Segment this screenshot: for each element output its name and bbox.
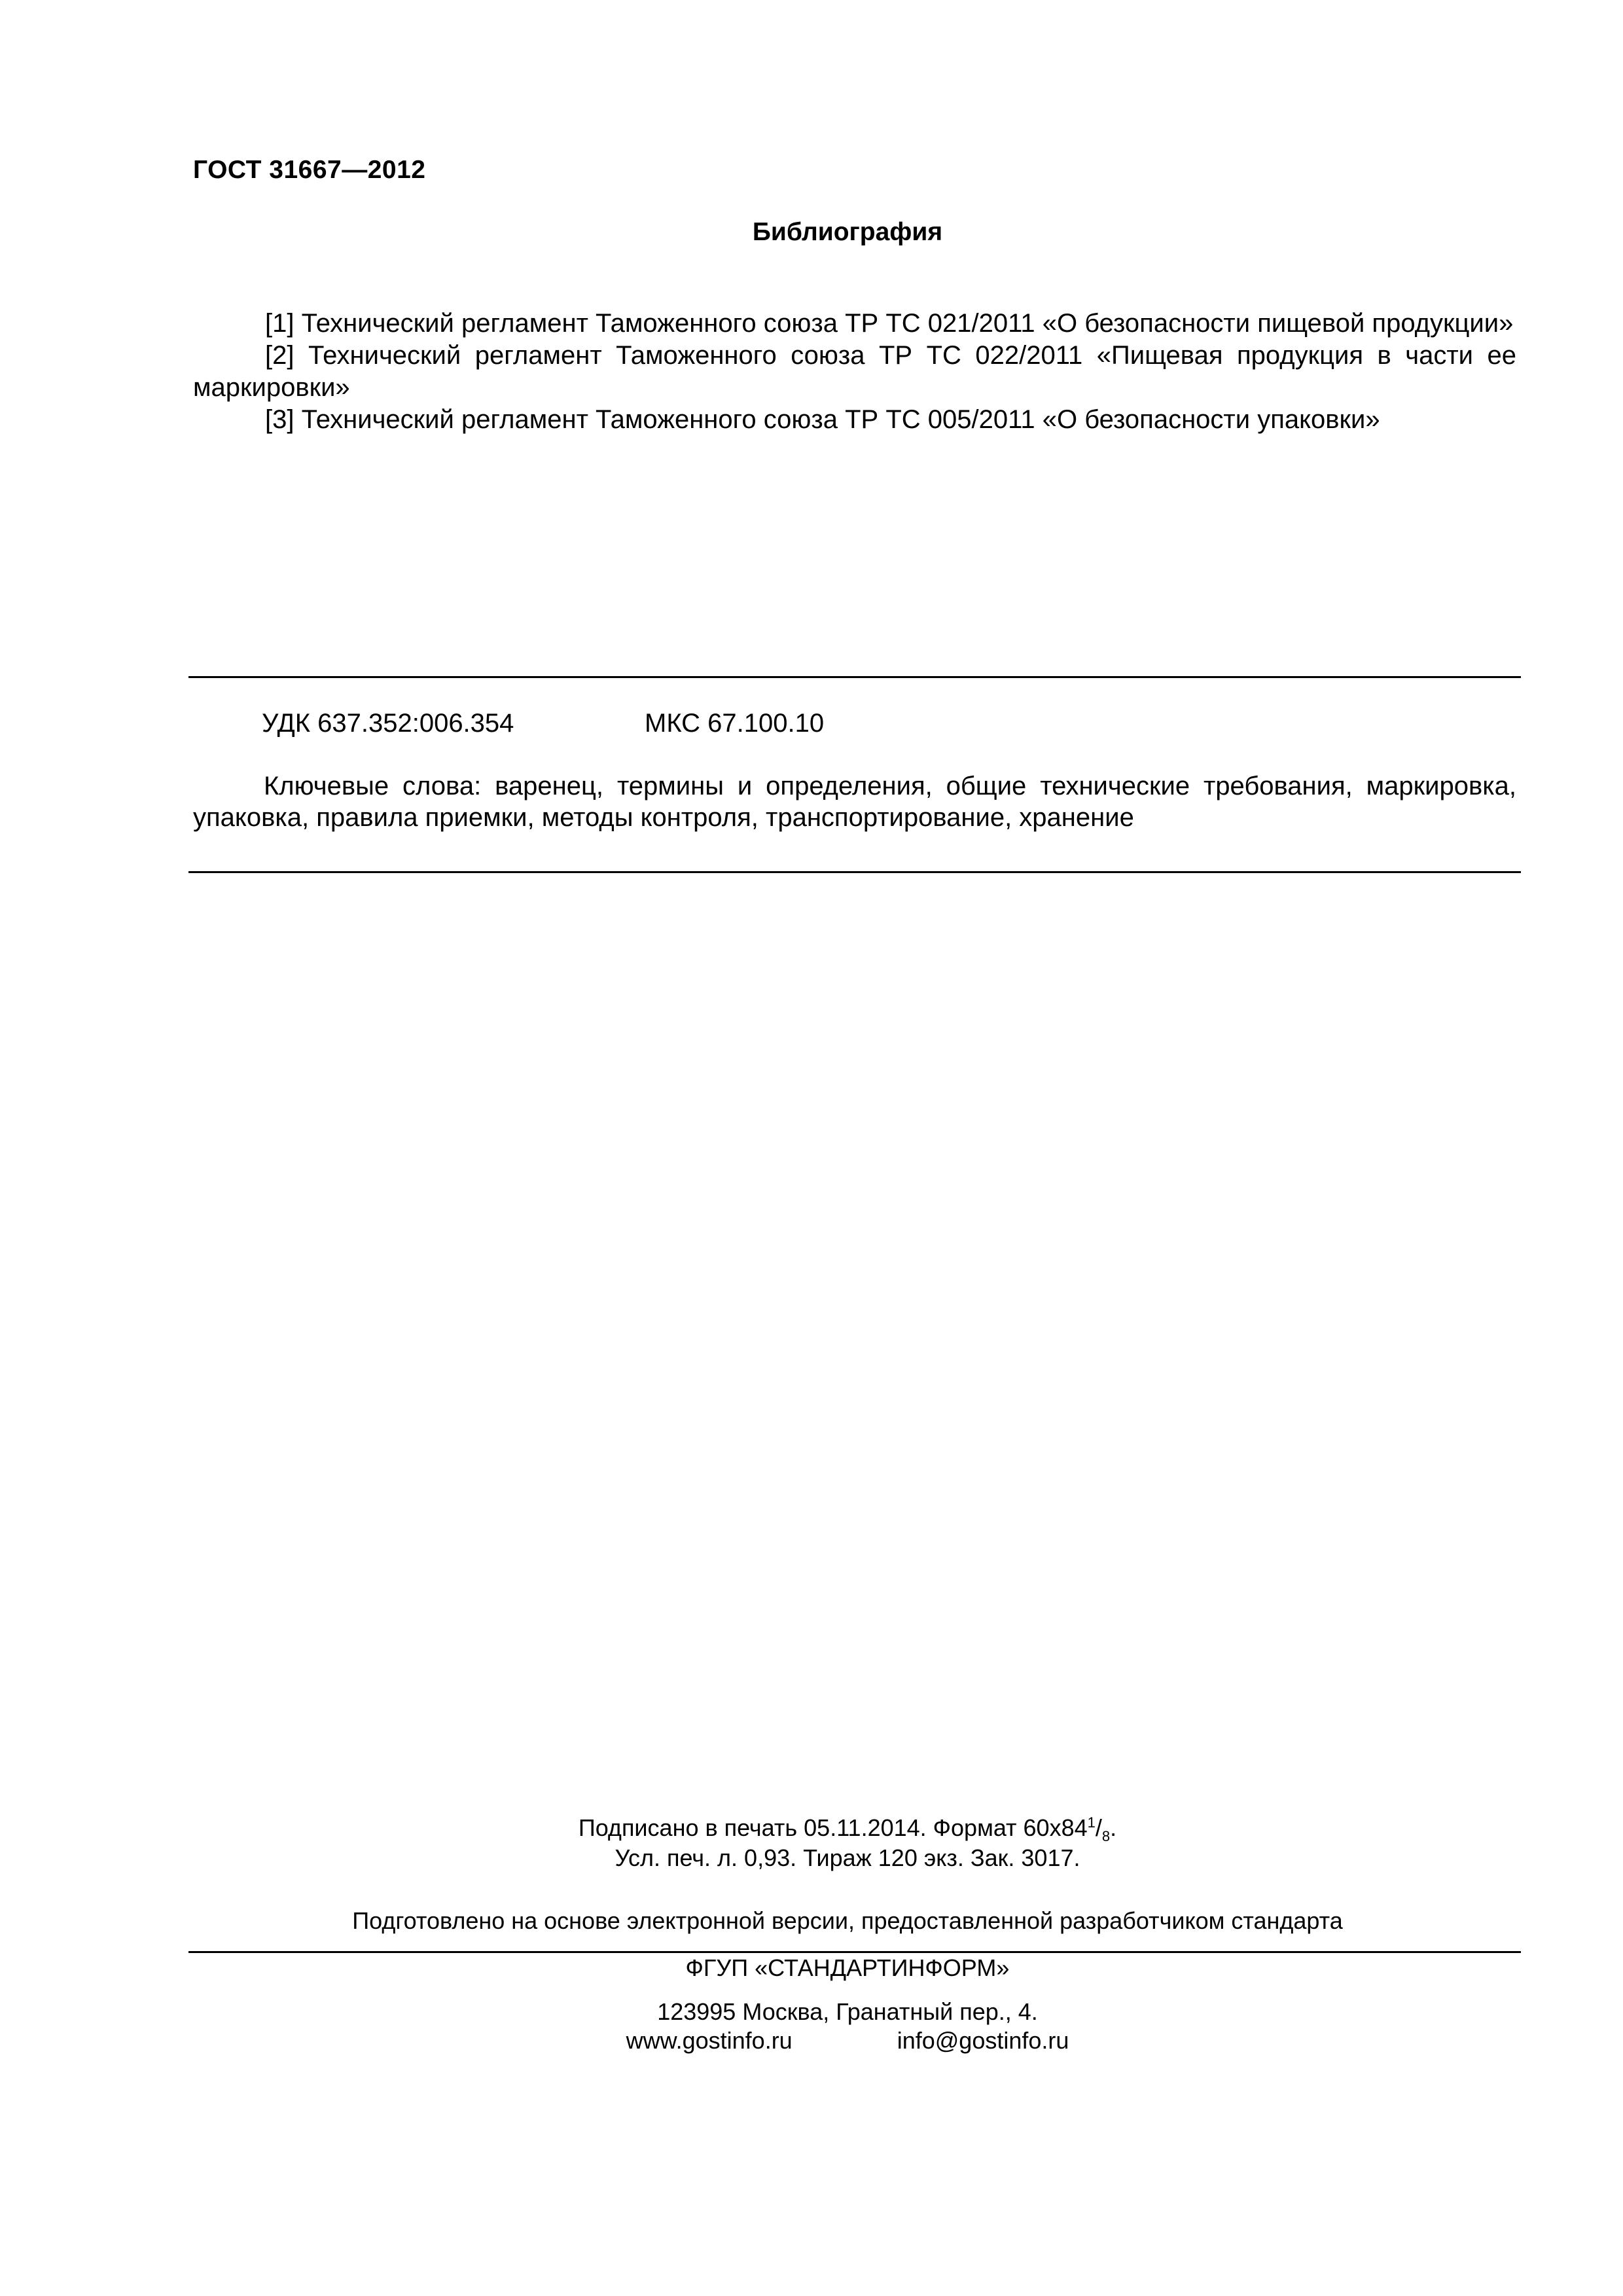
bibliography-entry-3: [3] Технический регламент Таможенного союза ТР ТС 005/2011 «О безопасности упаковки» — [265, 405, 1380, 434]
divider-bottom — [188, 1951, 1521, 1953]
divider-top — [188, 676, 1521, 678]
publisher-contacts — [0, 2027, 1623, 2054]
format-suffix: . — [1110, 1814, 1117, 1841]
keywords-text: Ключевые слова: варенец, термины и определения, общие технические требования, маркировка, упаковка, правила приемки, методы контроля, транспортирование, хранение — [193, 772, 1516, 832]
standard-code: ГОСТ 31667—2012 — [193, 156, 426, 184]
imprint-signed-text: Подписано в печать 05.11.2014. Формат 60x84 — [578, 1814, 1088, 1841]
udk-code: УДК 637.352:006.354 — [262, 709, 514, 738]
format-denominator: 8 — [1101, 1828, 1111, 1845]
publisher-address: 123995 Москва, Гранатный пер., 4. — [657, 1998, 1038, 2025]
bibliography-list — [193, 308, 1516, 436]
imprint-print-details: Усл. печ. л. 0,93. Тираж 120 экз. Зак. 3017. — [615, 1844, 1080, 1871]
mks-code: МКС 67.100.10 — [645, 709, 825, 738]
publisher-email: info@gostinfo.ru — [897, 2027, 1069, 2054]
imprint-prepared-note: Подготовлено на основе электронной версии, предоставленной разработчиком стандарта — [352, 1907, 1343, 1934]
bibliography-entry-2: [2] Технический регламент Таможенного союза ТР ТС 022/2011 «Пищевая продукция в части ее маркировки» — [193, 341, 1516, 402]
imprint-signed-line: Подписано в печать 05.11.2014. Формат $60x84^1/_8$. — [578, 1814, 1117, 1845]
classification-codes — [262, 709, 825, 738]
bibliography-title: Библиография — [752, 218, 943, 246]
publisher-website: www.gostinfo.ru — [626, 2027, 793, 2054]
divider-middle — [188, 871, 1521, 873]
format-numerator: 1 — [1087, 1814, 1096, 1831]
bibliography-entry-1: [1] Технический регламент Таможенного союза ТР ТС 021/2011 «О безопасности пищевой продукции» — [265, 309, 1514, 338]
publisher-name: ФГУП «СТАНДАРТИНФОРМ» — [685, 1954, 1010, 1981]
